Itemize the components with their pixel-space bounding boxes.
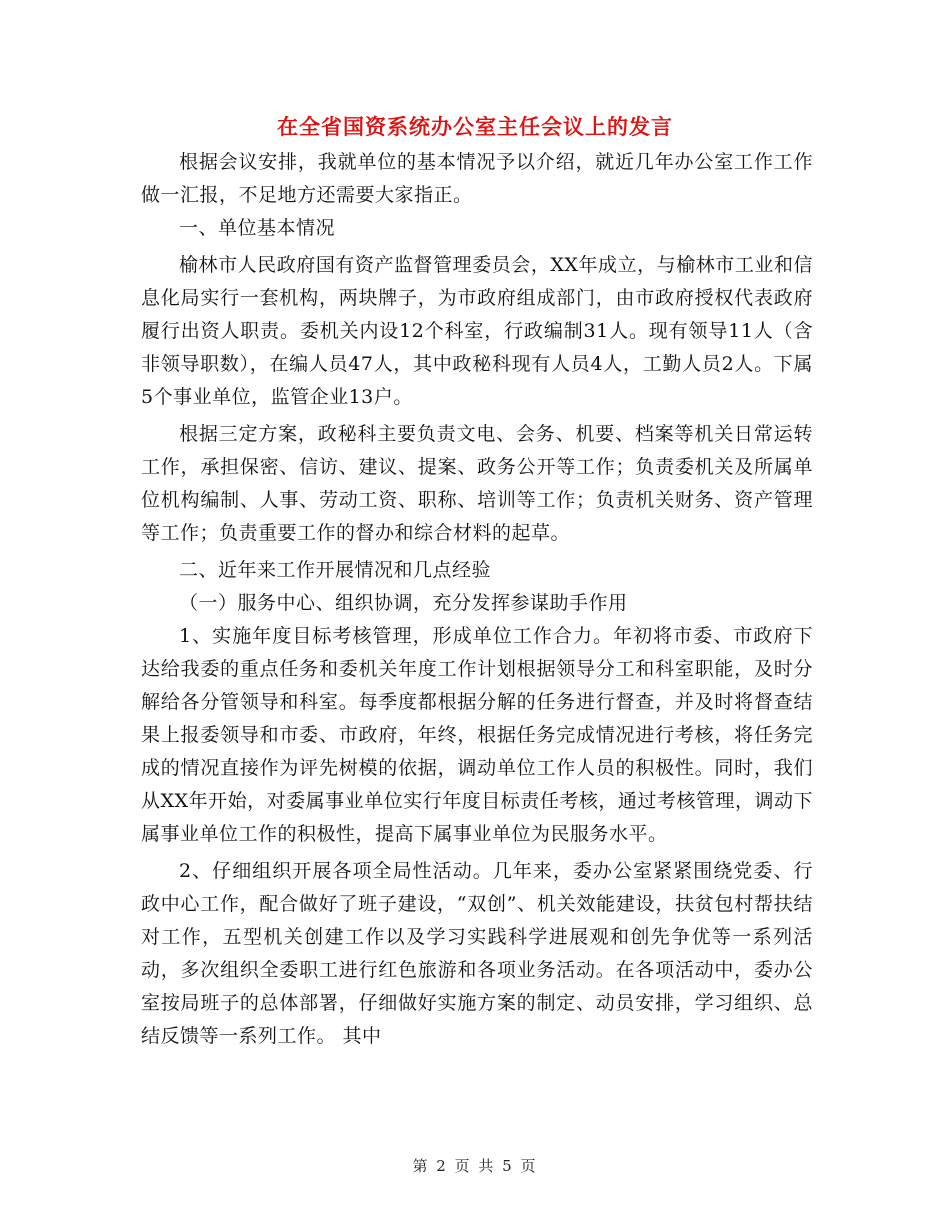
document-body [141,146,813,1053]
paragraph-activities: 2、仔细组织开展各项全局性活动。几年来，委办公室紧紧围绕党委、行政中心工作，配合做好了班子建设，“双创”、机关效能建设，扶贫包村帮扶结对工作，五型机关创建工作以及学习实践科学进展观和创先争优等一系列活动，多次组织全委职工进行红色旅游和各项业务活动。在各项活动中，委办公室按局班子的总体部署，仔细做好实施方案的制定、动员安排，学习组织、总结反馈等一系列工作。 其中 [141,860,813,1047]
document-title: 在全省国资系统办公室主任会议上的发言 [277,114,673,139]
paragraph-target-assessment: 1、实施年度目标考核管理，形成单位工作合力。年初将市委、市政府下达给我委的重点任务和委机关年度工作计划根据领导分工和科室职能，及时分解给各分管领导和科室。每季度都根据分解的任务进行督查，并及时将督查结果上报委领导和市委、市政府，年终，根据任务完成情况进行考核，将任务完成的情况直接作为评先树模的依据，调动单位工作人员的积极性。同时，我们从XX年开始，对委属事业单位实行年度目标责任考核，通过考核管理，调动下属事业单位工作的积极性，提高下属事业单位为民服务水平。 [141,625,813,845]
subsection-heading-service-center: （一）服务中心、组织协调，充分发挥参谋助手作用 [179,592,628,614]
section-heading-basic-info: 一、单位基本情况 [179,217,336,239]
section-heading-work-progress: 二、近年来工作开展情况和几点经验 [179,559,492,581]
paragraph-duties: 根据三定方案，政秘科主要负责文电、会务、机要、档案等机关日常运转工作，承担保密、信访、建议、提案、政务公开等工作；负责委机关及所属单位机构编制、人事、劳动工资、职称、培训等工作；负责机关财务、资产管理等工作；负责重要工作的督办和综合材料的起草。 [141,423,813,544]
page-number-footer: 第 2 页 共 5 页 [412,1157,538,1175]
paragraph-intro: 根据会议安排，我就单位的基本情况予以介绍，就近几年办公室工作工作做一汇报，不足地方还需要大家指正。 [141,151,813,206]
paragraph-unit-overview: 榆林市人民政府国有资产监督管理委员会，XX年成立，与榆林市工业和信息化局实行一套机构，两块牌子，为市政府组成部门，由市政府授权代表政府履行出资人职责。委机关内设12个科室，行政编制31人。现有领导11人（含非领导职数），在编人员47人，其中政秘科现有人员4人，工勤人员2人。下属5个事业单位，监管企业13户。 [141,254,813,408]
